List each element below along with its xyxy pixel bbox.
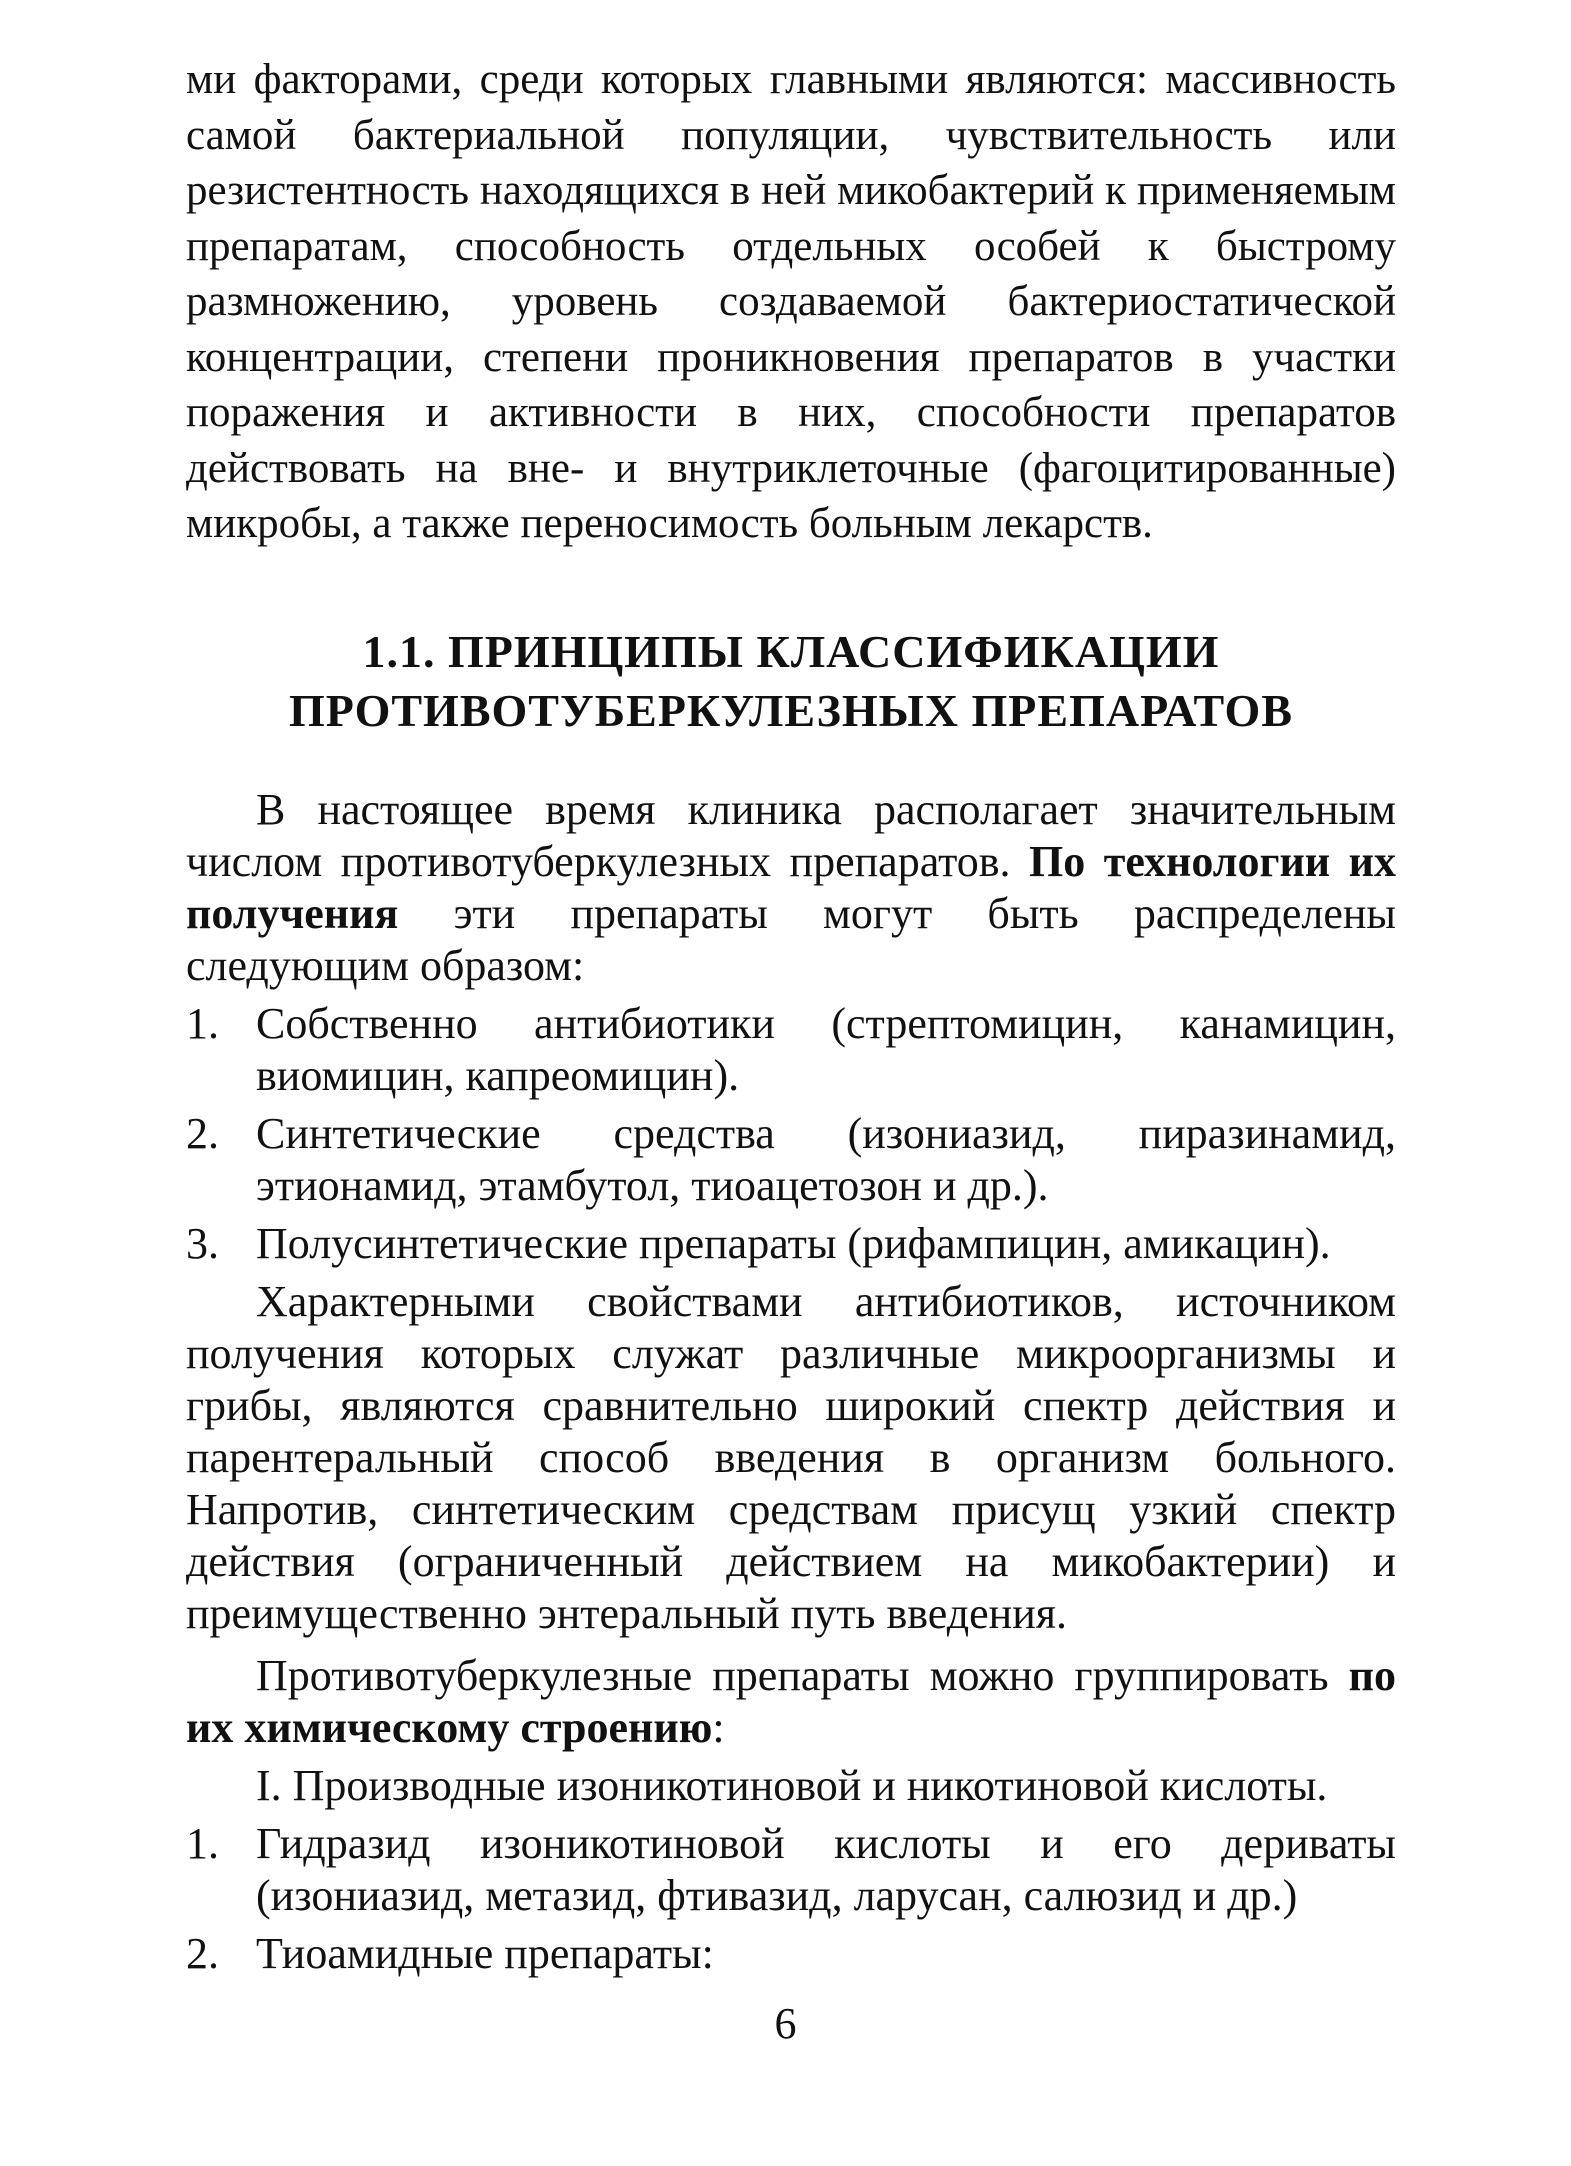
technology-list: [186, 998, 1396, 1270]
list-item-text: Гидразид изоникотиновой кислоты и его дериваты (изониазид, метазид, фтивазид, ларусан, салюзид и др.): [256, 1819, 1396, 1920]
list-item-number: 2.: [186, 1929, 219, 1978]
section-body: [186, 784, 1396, 1980]
list-item-text: Полусинтетические препараты (рифампицин, амикацин).: [256, 1219, 1331, 1268]
list-item-number: 2.: [186, 1109, 219, 1158]
list-item-text: Синтетические средства (изониазид, пиразинамид, этионамид, этамбутол, тиоацетозон и др.).: [256, 1109, 1396, 1210]
list-item-number: 1.: [186, 1819, 219, 1868]
chemical-paragraph-text: Противотуберкулезные препараты можно группировать: [256, 1651, 1349, 1700]
chemical-group-heading: I. Производные изоникотиновой и никотиновой кислоты.: [256, 1761, 1328, 1810]
chemical-list: [186, 1818, 1396, 1980]
section-heading: [186, 622, 1396, 740]
page-number: 6: [774, 1999, 797, 2048]
list-item: [186, 1928, 1396, 1980]
intro-paragraph: ми факторами, среди которых главными являются: массивность самой бактериальной популяции, чувствительность или резистентность находящихся в ней микобактерий к применяемым препаратам, способность отдельных особей к быстрому размножению, уровень создаваемой бактериостатической концентрации, степени проникновения препаратов в участки поражения и активности в них, способности препаратов действовать на вне- и внутриклеточные (фагоцитированные) микробы, а также переносимость больным лекарств.: [186, 56, 1396, 547]
technology-paragraph-text: В настоящее время клиника располагает значительным числом противотуберкулезных препаратов.: [186, 785, 1396, 886]
section-heading-line-1: 1.1. ПРИНЦИПЫ КЛАССИФИКАЦИИ: [362, 626, 1220, 677]
list-item: [186, 1218, 1396, 1270]
list-item-text: Собственно антибиотики (стрептомицин, канамицин, виомицин, капреомицин).: [256, 999, 1396, 1100]
technology-emphasis: По технологии их получения: [186, 837, 1396, 938]
technology-paragraph-tail: эти препараты могут быть распределены следующим образом:: [186, 889, 1396, 990]
chemical-paragraph: [186, 1650, 1396, 1754]
technology-paragraph: [186, 784, 1396, 992]
section-heading-line-2: ПРОТИВОТУБЕРКУЛЕЗНЫХ ПРЕПАРАТОВ: [288, 685, 1294, 736]
list-item: [186, 1108, 1396, 1212]
list-item-number: 3.: [186, 1219, 219, 1268]
list-item: [186, 998, 1396, 1102]
list-item: [186, 1818, 1396, 1922]
list-item-number: 1.: [186, 999, 219, 1048]
list-item-text: Тиоамидные препараты:: [256, 1929, 714, 1978]
properties-paragraph: Характерными свойствами антибиотиков, источником получения которых служат различные микроорганизмы и грибы, являются сравнительно широкий спектр действия и парентеральный способ введения в организм больного. Напротив, синтетическим средствам присущ узкий спектр действия (ограниченный действием на микобактерии) и преимущественно энтеральный путь введения.: [186, 1277, 1396, 1638]
chemical-paragraph-tail: :: [712, 1703, 725, 1752]
chemical-emphasis: по их химическому строению: [186, 1651, 1396, 1752]
